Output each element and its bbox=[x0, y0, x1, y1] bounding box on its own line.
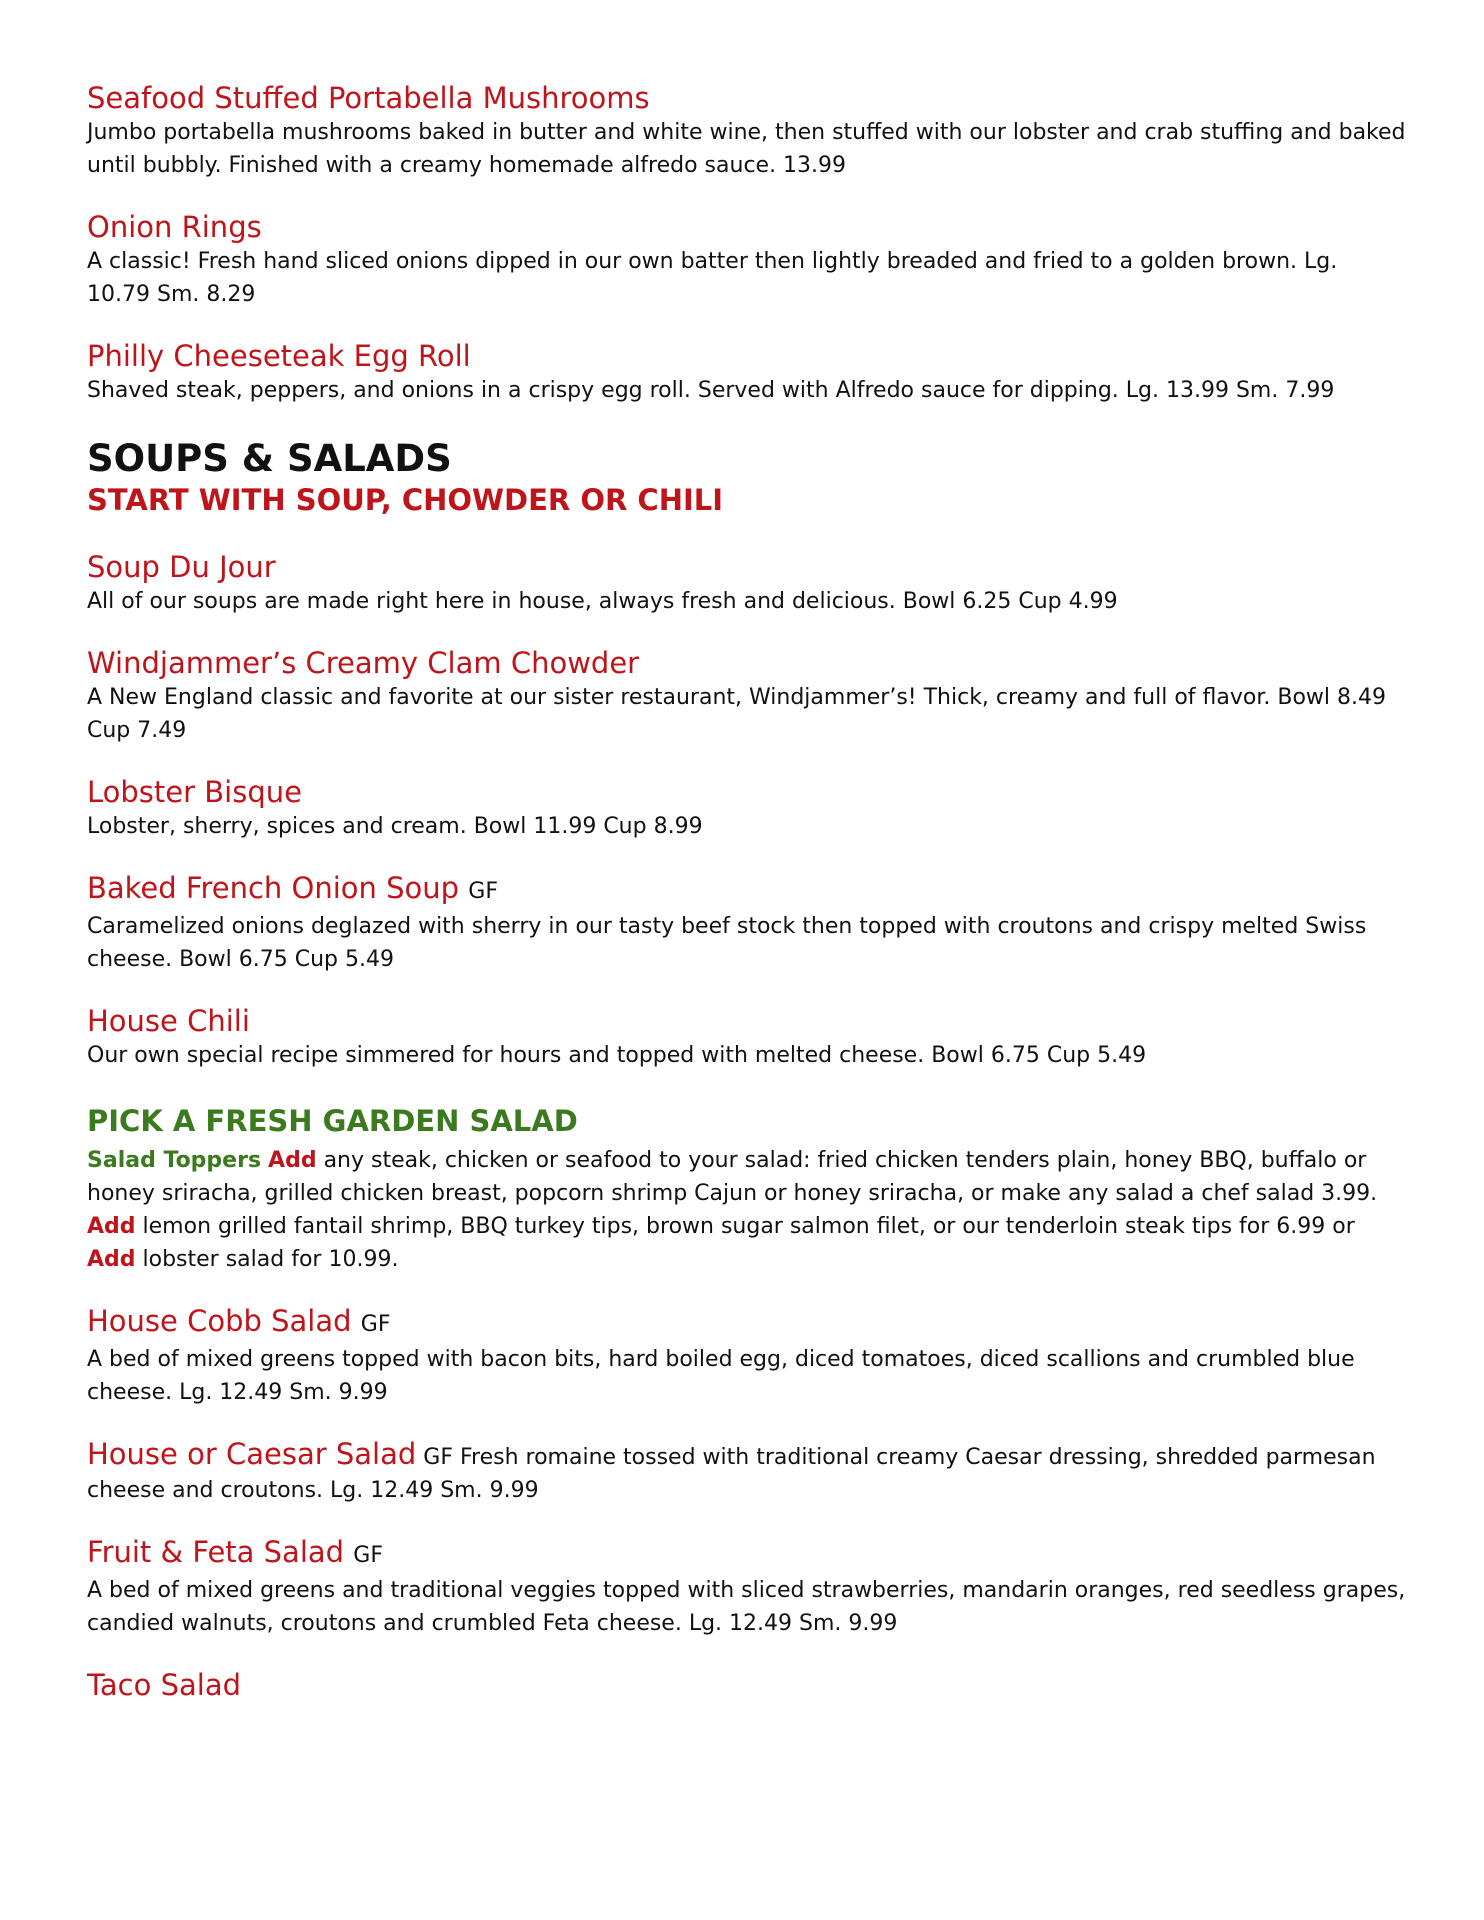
item-title: Taco Salad bbox=[87, 1668, 242, 1702]
menu-page bbox=[87, 80, 1407, 1703]
item-title: Lobster Bisque bbox=[87, 775, 302, 809]
item-description: Shaved steak, peppers, and onions in a crispy egg roll. Served with Alfredo sauce for dipping. Lg. 13.99 Sm. 7.99 bbox=[87, 378, 1335, 403]
item-title-row bbox=[87, 1534, 1407, 1574]
add-label: Add bbox=[87, 1247, 136, 1272]
soup-subheading: START WITH SOUP, CHOWDER OR CHILI bbox=[87, 483, 724, 517]
item-title: Seafood Stuffed Portabella Mushrooms bbox=[87, 81, 650, 115]
item-title: Onion Rings bbox=[87, 210, 262, 244]
add-label: Add bbox=[268, 1148, 317, 1173]
menu-item bbox=[87, 774, 1407, 843]
item-description: A bed of mixed greens and traditional veggies topped with sliced strawberries, mandarin oranges, red seedless grapes, candied walnuts, croutons and crumbled Feta cheese. Lg. 12.49 Sm. 9.99 bbox=[87, 1578, 1406, 1636]
item-description: A New England classic and favorite at our sister restaurant, Windjammer’s! Thick, creamy and full of flavor. Bowl 8.49 Cup 7.49 bbox=[87, 685, 1386, 743]
item-description: A classic! Fresh hand sliced onions dipped in our own batter then lightly breaded and fried to a golden brown. Lg. 10.79 Sm. 8.29 bbox=[87, 249, 1338, 307]
menu-item bbox=[87, 549, 1407, 618]
section-title: SOUPS & SALADS bbox=[87, 437, 452, 480]
gluten-free-tag: GF bbox=[360, 1312, 391, 1337]
menu-item bbox=[87, 1667, 1407, 1703]
toppers-text-3: lobster salad for 10.99. bbox=[135, 1247, 399, 1272]
item-description: A bed of mixed greens topped with bacon bits, hard boiled egg, diced tomatoes, diced scallions and crumbled blue cheese. Lg. 12.49 Sm. 9.99 bbox=[87, 1347, 1355, 1405]
item-description: Our own special recipe simmered for hours and topped with melted cheese. Bowl 6.75 Cup 5.49 bbox=[87, 1043, 1147, 1068]
item-title: House Chili bbox=[87, 1004, 250, 1038]
item-title: Philly Cheeseteak Egg Roll bbox=[87, 339, 471, 373]
item-title: Baked French Onion Soup bbox=[87, 871, 460, 905]
salad-toppers-description bbox=[87, 1144, 1407, 1276]
item-description: Lobster, sherry, spices and cream. Bowl 11.99 Cup 8.99 bbox=[87, 814, 703, 839]
gluten-free-tag: GF bbox=[423, 1445, 453, 1470]
menu-item bbox=[87, 80, 1407, 182]
menu-item bbox=[87, 1003, 1407, 1072]
item-title: Fruit & Feta Salad bbox=[87, 1535, 345, 1569]
gluten-free-tag: GF bbox=[353, 1543, 383, 1568]
salad-subheading: PICK A FRESH GARDEN SALAD bbox=[87, 1104, 578, 1138]
menu-item bbox=[87, 1303, 1407, 1409]
item-description: Caramelized onions deglazed with sherry in our tasty beef stock then topped with croutons and crispy melted Swiss cheese. Bowl 6.75 Cup 5.49 bbox=[87, 914, 1367, 972]
item-inline-row bbox=[87, 1436, 1407, 1507]
menu-item bbox=[87, 338, 1407, 407]
item-title: House Cobb Salad bbox=[87, 1304, 352, 1338]
menu-item bbox=[87, 209, 1407, 311]
item-title: House or Caesar Salad bbox=[87, 1437, 417, 1471]
item-description: Jumbo portabella mushrooms baked in butter and white wine, then stuffed with our lobster and crab stuffing and baked until bubbly. Finished with a creamy homemade alfredo sauce. 13.99 bbox=[87, 120, 1406, 178]
menu-item bbox=[87, 1436, 1407, 1507]
toppers-text-2: lemon grilled fantail shrimp, BBQ turkey tips, brown sugar salmon filet, or our tenderloin steak tips for 6.99 or bbox=[135, 1214, 1355, 1239]
menu-item bbox=[87, 1534, 1407, 1640]
menu-item bbox=[87, 645, 1407, 747]
item-title: Soup Du Jour bbox=[87, 550, 276, 584]
gluten-free-tag: GF bbox=[468, 879, 498, 904]
salad-toppers-label: Salad Toppers bbox=[87, 1148, 262, 1173]
item-title: Windjammer’s Creamy Clam Chowder bbox=[87, 646, 640, 680]
add-label: Add bbox=[87, 1214, 136, 1239]
item-title-row bbox=[87, 870, 1407, 910]
toppers-text-1: any steak, chicken or seafood to your salad: fried chicken tenders plain, honey BBQ, buffalo or honey sriracha, grilled chicken breast, popcorn shrimp Cajun or honey sriracha, or make any salad a chef salad 3.99. bbox=[87, 1148, 1378, 1206]
menu-item bbox=[87, 870, 1407, 976]
item-description: All of our soups are made right here in house, always fresh and delicious. Bowl 6.25 Cup 4.99 bbox=[87, 589, 1118, 614]
item-title-row bbox=[87, 1303, 1407, 1343]
item-description: Fresh romaine tossed with traditional creamy Caesar dressing, shredded parmesan cheese and croutons. Lg. 12.49 Sm. 9.99 bbox=[87, 1445, 1376, 1503]
